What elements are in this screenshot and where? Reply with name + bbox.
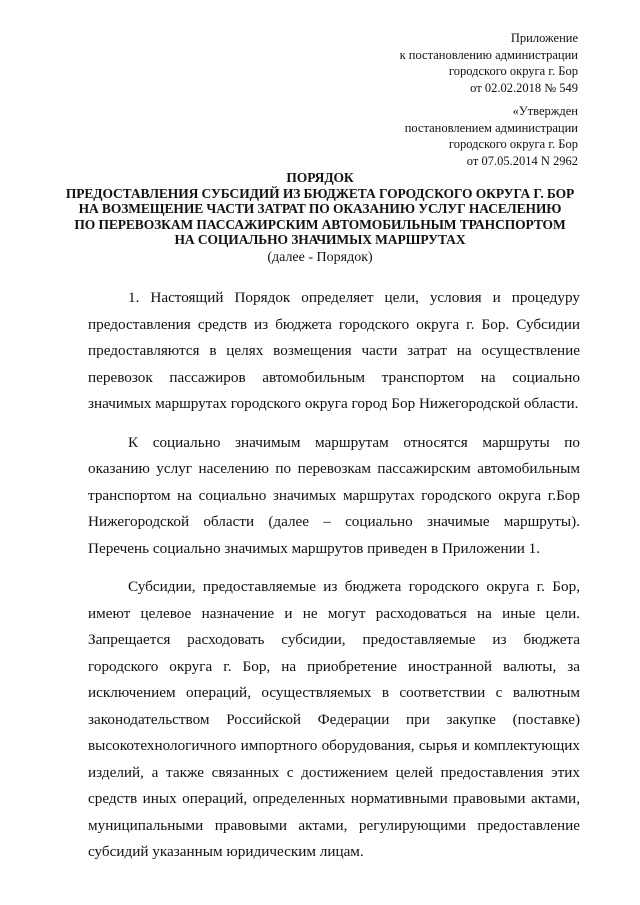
- approval-line: постановлением администрации: [404, 120, 578, 135]
- approval-line: от 07.05.2014 N 2962: [466, 153, 578, 168]
- appendix-header: [400, 30, 578, 96]
- appendix-line: к постановлению администрации: [399, 47, 578, 62]
- title-line: НА ВОЗМЕЩЕНИЕ ЧАСТИ ЗАТРАТ ПО ОКАЗАНИЮ УСЛУГ НАСЕЛЕНИЮ: [78, 201, 562, 216]
- body-paragraph: К социально значимым маршрутам относятся маршруты по оказанию услуг населению по перевозкам пассажирским автомобильным транспортом на социально значимых маршрутах городского округа г.Бор Нижегородской области (далее – социально значимые маршруты). Перечень социально значимых маршрутов приведен в Приложении 1.: [88, 433, 580, 557]
- approval-header: [405, 103, 578, 169]
- appendix-line: Приложение: [510, 31, 578, 45]
- document-title: [60, 170, 580, 266]
- approval-line: городского округа г. Бор: [448, 137, 578, 151]
- title-line: ПРЕДОСТАВЛЕНИЯ СУБСИДИЙ ИЗ БЮДЖЕТА ГОРОДСКОГО ОКРУГА Г. БОР: [65, 185, 575, 201]
- title-subtitle: (далее - Порядок): [267, 249, 373, 265]
- body-paragraph: Субсидии, предоставляемые из бюджета городского округа г. Бор, имеют целевое назначение и не могут расходоваться на иные цели. Запрещается расходовать субсидии, предоставляемые из бюджета городского округа г. Бор, на приобретение иностранной валюты, за исключением операций, осуществляемых в соответствии с валютным законодательством Российской Федерации при закупке (поставке) высокотехнологичного импортного оборудования, сырья и комплектующих изделий, а также связанных с достижением целей предоставления этих средств иных операций, определенных нормативными правовыми актами, муниципальными правовыми актами, регулирующими предоставление субсидий указанным юридическим лицам.: [88, 578, 580, 860]
- title-line: НА СОЦИАЛЬНО ЗНАЧИМЫХ МАРШРУТАХ: [174, 232, 466, 247]
- body-paragraph: 1. Настоящий Порядок определяет цели, условия и процедуру предоставления средств из бюджета городского округа г. Бор. Субсидии предоставляются в целях возмещения части затрат на осуществление перевозок пассажиров автомобильным транспортом на социально значимых маршрутах городского округа город Бор Нижегородской области.: [88, 289, 580, 412]
- title-line: ПО ПЕРЕВОЗКАМ ПАССАЖИРСКИМ АВТОМОБИЛЬНЫМ ТРАНСПОРТОМ: [74, 216, 566, 232]
- title-line: ПОРЯДОК: [286, 170, 354, 185]
- appendix-line: от 02.02.2018 № 549: [470, 80, 578, 95]
- approval-line: «Утвержден: [512, 104, 578, 118]
- document-body: [88, 285, 580, 878]
- appendix-line: городского округа г. Бор: [448, 64, 578, 78]
